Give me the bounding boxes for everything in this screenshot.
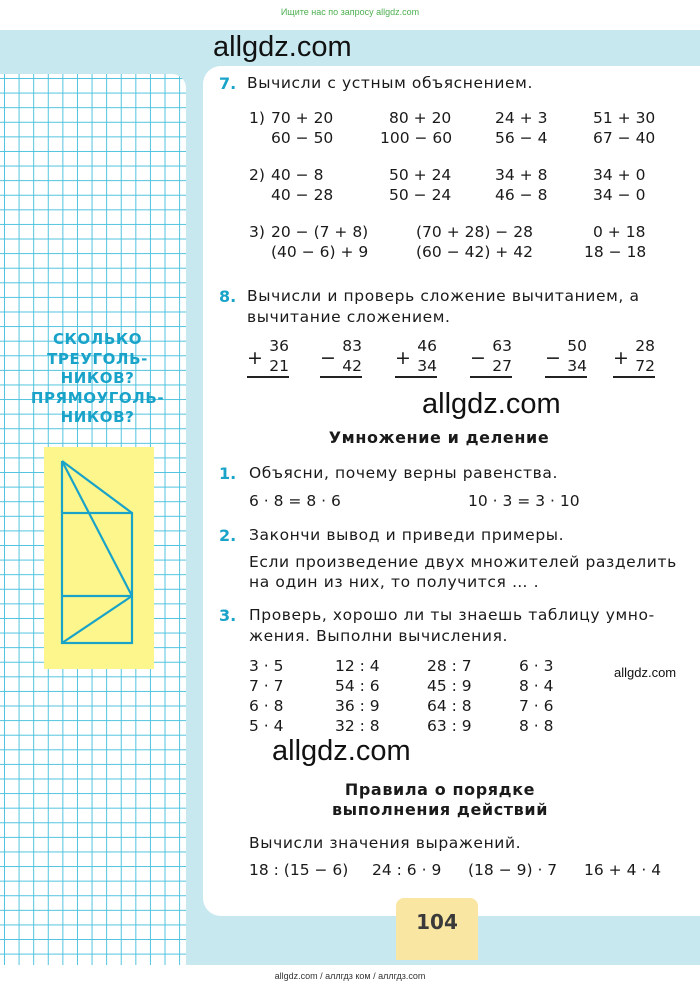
question-line: НИКОВ? bbox=[60, 408, 135, 426]
expression: 70 + 20 bbox=[271, 109, 334, 127]
table-cell: 7 · 6 bbox=[519, 697, 554, 715]
group-label: 1) bbox=[249, 109, 265, 127]
expression: (40 − 6) + 9 bbox=[271, 243, 369, 261]
operator: + bbox=[613, 347, 629, 369]
operand-bottom: 34 bbox=[417, 357, 437, 375]
expression: 40 − 28 bbox=[271, 186, 334, 204]
expression: 67 − 40 bbox=[593, 129, 656, 147]
sum-line bbox=[545, 376, 587, 378]
operand-bottom: 27 bbox=[492, 357, 512, 375]
operator: − bbox=[470, 347, 486, 369]
operator: + bbox=[247, 347, 263, 369]
column-calc bbox=[545, 337, 587, 381]
operand-top: 63 bbox=[492, 337, 512, 355]
task-text: на один из них, то получится … . bbox=[249, 573, 540, 591]
task-text: Закончи вывод и приведи примеры. bbox=[249, 526, 565, 544]
watermark: allgdz.com bbox=[422, 388, 561, 420]
expression: 18 − 18 bbox=[584, 243, 647, 261]
task-text: вычитание сложением. bbox=[247, 308, 451, 326]
operand-bottom: 72 bbox=[635, 357, 655, 375]
table-cell: 28 : 7 bbox=[427, 657, 472, 675]
table-cell: 6 · 8 bbox=[249, 697, 284, 715]
expression: 80 + 20 bbox=[389, 109, 452, 127]
sum-line bbox=[247, 376, 289, 378]
group-label: 3) bbox=[249, 223, 265, 241]
task-text: Вычисли и проверь сложение вычитанием, а bbox=[247, 287, 640, 305]
operand-top: 46 bbox=[417, 337, 437, 355]
operand-bottom: 42 bbox=[342, 357, 362, 375]
expression: 0 + 18 bbox=[593, 223, 646, 241]
table-cell: 12 : 4 bbox=[335, 657, 380, 675]
watermark: allgdz.com bbox=[272, 735, 411, 767]
table-cell: 63 : 9 bbox=[427, 717, 472, 735]
task-text: Проверь, хорошо ли ты знаешь таблицу умно- bbox=[249, 606, 655, 624]
expression: (18 − 9) · 7 bbox=[468, 861, 558, 879]
equation: 6 · 8 = 8 · 6 bbox=[249, 492, 341, 510]
triangle-figure-card bbox=[44, 447, 154, 669]
triangle-rectangle-figure bbox=[44, 447, 154, 669]
task-text: Вычисли значения выражений. bbox=[249, 834, 522, 852]
column-calc bbox=[247, 337, 289, 381]
table-cell: 5 · 4 bbox=[249, 717, 284, 735]
table-cell: 36 : 9 bbox=[335, 697, 380, 715]
expression: 34 − 0 bbox=[593, 186, 646, 204]
table-cell: 3 · 5 bbox=[249, 657, 284, 675]
task-number: 8. bbox=[219, 287, 237, 306]
expression: 24 : 6 · 9 bbox=[372, 861, 442, 879]
operand-bottom: 21 bbox=[269, 357, 289, 375]
table-cell: 8 · 8 bbox=[519, 717, 554, 735]
expression: 34 + 0 bbox=[593, 166, 646, 184]
column-calc bbox=[395, 337, 437, 381]
sidebar-question bbox=[20, 330, 175, 428]
expression: 60 − 50 bbox=[271, 129, 334, 147]
table-cell: 8 · 4 bbox=[519, 677, 554, 695]
column-calc bbox=[320, 337, 362, 381]
task-text: Объясни, почему верны равенства. bbox=[249, 464, 558, 482]
header-note[interactable]: Ищите нас по запросу allgdz.com bbox=[280, 7, 420, 17]
sum-line bbox=[613, 376, 655, 378]
question-line: СКОЛЬКО bbox=[52, 330, 143, 348]
table-cell: 7 · 7 bbox=[249, 677, 284, 695]
sum-line bbox=[320, 376, 362, 378]
expression: 50 − 24 bbox=[389, 186, 452, 204]
expression: 100 − 60 bbox=[380, 129, 453, 147]
section-title: Правила о порядке bbox=[344, 780, 536, 799]
expression: 50 + 24 bbox=[389, 166, 452, 184]
expression: 51 + 30 bbox=[593, 109, 656, 127]
column-calc bbox=[613, 337, 655, 381]
equation: 10 · 3 = 3 · 10 bbox=[468, 492, 580, 510]
footer-note[interactable]: allgdz.com / аллгдз ком / аллгдз.com bbox=[274, 971, 426, 981]
operator: + bbox=[395, 347, 411, 369]
question-line: ТРЕУГОЛЬ- bbox=[47, 349, 148, 368]
task-text: жения. Выполни вычисления. bbox=[249, 627, 509, 645]
column-calc bbox=[470, 337, 512, 381]
operand-top: 83 bbox=[342, 337, 362, 355]
task-number: 2. bbox=[219, 526, 237, 545]
table-cell: 6 · 3 bbox=[519, 657, 554, 675]
task-number: 1. bbox=[219, 464, 237, 483]
task-text: Вычисли с устным объяснением. bbox=[247, 74, 533, 92]
watermark: allgdz.com bbox=[213, 31, 352, 63]
section-title: выполнения действий bbox=[331, 800, 549, 819]
sum-line bbox=[470, 376, 512, 378]
table-cell: 32 : 8 bbox=[335, 717, 380, 735]
task-number: 3. bbox=[219, 606, 237, 625]
section-title: Умножение и деление bbox=[328, 428, 550, 447]
operand-top: 36 bbox=[269, 337, 289, 355]
page-number: 104 bbox=[396, 898, 478, 960]
operand-bottom: 34 bbox=[567, 357, 587, 375]
task-text: Если произведение двух множителей разделить bbox=[249, 553, 677, 571]
operator: − bbox=[320, 347, 336, 369]
operand-top: 50 bbox=[567, 337, 587, 355]
expression: 24 + 3 bbox=[495, 109, 548, 127]
expression: 34 + 8 bbox=[495, 166, 548, 184]
question-line: НИКОВ? bbox=[60, 369, 135, 387]
operand-top: 28 bbox=[635, 337, 655, 355]
group-label: 2) bbox=[249, 166, 265, 184]
expression: 56 − 4 bbox=[495, 129, 548, 147]
expression: 46 − 8 bbox=[495, 186, 548, 204]
watermark: allgdz.com bbox=[614, 665, 677, 680]
expression: 16 + 4 · 4 bbox=[584, 861, 662, 879]
expression: (70 + 28) − 28 bbox=[416, 223, 533, 241]
task-number: 7. bbox=[219, 74, 237, 93]
table-cell: 45 : 9 bbox=[427, 677, 472, 695]
expression: 18 : (15 − 6) bbox=[249, 861, 349, 879]
sum-line bbox=[395, 376, 437, 378]
table-cell: 54 : 6 bbox=[335, 677, 380, 695]
question-line: ПРЯМОУГОЛЬ- bbox=[30, 388, 165, 407]
expression: 40 − 8 bbox=[271, 166, 324, 184]
expression: (60 − 42) + 42 bbox=[416, 243, 533, 261]
expression: 20 − (7 + 8) bbox=[271, 223, 369, 241]
table-cell: 64 : 8 bbox=[427, 697, 472, 715]
operator: − bbox=[545, 347, 561, 369]
